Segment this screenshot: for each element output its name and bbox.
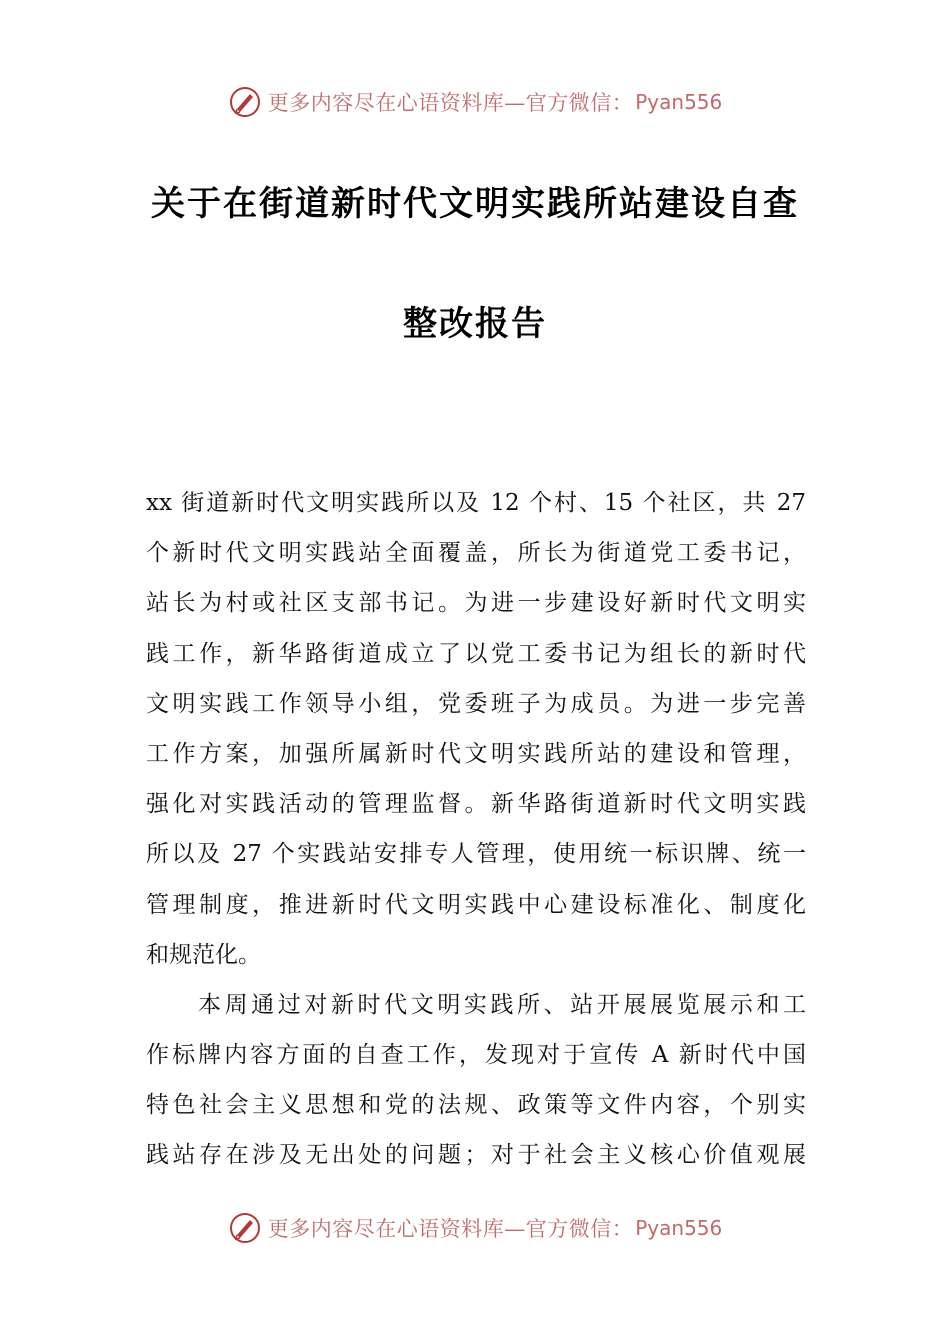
paragraph-2-line: 特色社会主义思想和党的法规、政策等文件内容，个别实 [146, 1092, 806, 1119]
watermark-wechat-id: Pyan556 [635, 90, 723, 114]
watermark-wechat-id: Pyan556 [635, 1216, 723, 1240]
header-watermark [0, 82, 950, 122]
paragraph-1-line: 站长为村或社区支部书记。为进一步建设好新时代文明实 [146, 590, 806, 617]
paragraph-1-line: xx 街道新时代文明实践所以及 12 个村、15 个社区，共 27 [146, 490, 806, 516]
pen-logo-icon [228, 85, 262, 119]
paragraph-1-line: 践工作，新华路街道成立了以党工委书记为组长的新时代 [146, 640, 806, 667]
paragraph-2-line: 本周通过对新时代文明实践所、站开展展览展示和工 [198, 991, 806, 1018]
document-body [146, 478, 806, 1181]
paragraph-1-line: 工作方案，加强所属新时代文明实践所站的建设和管理， [146, 740, 806, 767]
watermark-text: 更多内容尽在心语资料库—官方微信： [267, 91, 634, 115]
document-title-line-2: 整改报告 [403, 304, 547, 344]
paragraph-1-line: 管理制度，推进新时代文明实践中心建设标准化、制度化 [146, 891, 806, 918]
paragraph-2-line: 践站存在涉及无出处的问题；对于社会主义核心价值观展 [146, 1142, 806, 1169]
document-title-line-1: 关于在街道新时代文明实践所站建设自查 [151, 184, 799, 224]
paragraph-1-line: 强化对实践活动的管理监督。新华路街道新时代文明实践 [146, 791, 806, 818]
paragraph-1-line: 个新时代文明实践站全面覆盖，所长为街道党工委书记， [146, 540, 806, 567]
watermark-text: 更多内容尽在心语资料库—官方微信： [267, 1217, 634, 1241]
paragraph-1-line: 文明实践工作领导小组，党委班子为成员。为进一步完善 [146, 690, 806, 717]
paragraph-1-line: 所以及 27 个实践站安排专人管理，使用统一标识牌、统一 [146, 841, 806, 868]
paragraph-1-line: 和规范化。 [146, 941, 261, 968]
paragraph-2-line: 作标牌内容方面的自查工作，发现对于宣传 A 新时代中国 [146, 1042, 806, 1069]
pen-logo-icon [228, 1211, 262, 1245]
footer-watermark [0, 1208, 950, 1248]
